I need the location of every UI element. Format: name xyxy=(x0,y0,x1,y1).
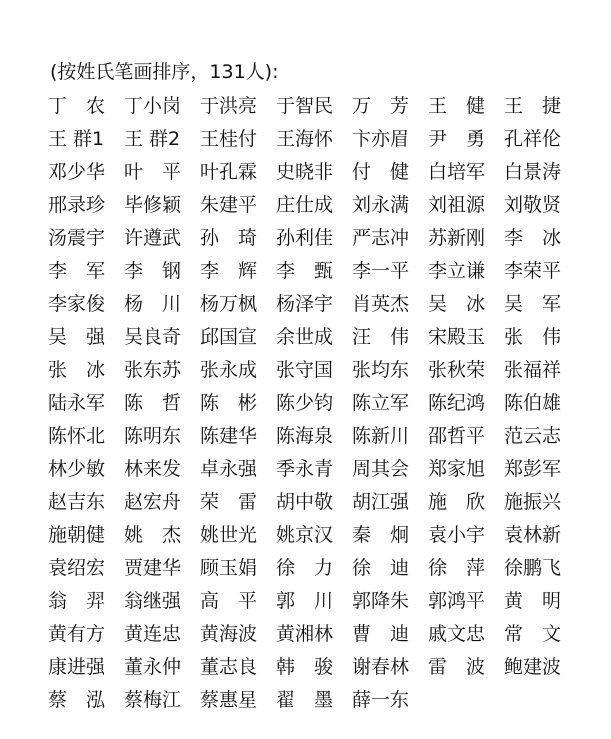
name-row xyxy=(48,188,608,221)
name-entry: 蔡梅江 xyxy=(124,688,182,711)
name-row xyxy=(48,683,608,716)
name-entry: 张永成 xyxy=(200,358,258,381)
name-entry: 徐 力 xyxy=(276,556,334,579)
name-entry: 郑彭军 xyxy=(504,457,562,480)
name-entry: 肖英杰 xyxy=(352,292,410,315)
name-entry: 王 捷 xyxy=(504,94,562,117)
name-entry: 李 冰 xyxy=(504,226,562,249)
name-entry: 陈海泉 xyxy=(276,424,334,447)
name-entry: 赵吉东 xyxy=(48,490,106,513)
name-entry: 陈 哲 xyxy=(124,391,182,414)
name-entry: 陈伯雄 xyxy=(504,391,562,414)
name-entry: 林来发 xyxy=(124,457,182,480)
name-entry: 林少敏 xyxy=(48,457,106,480)
name-entry: 宋殿玉 xyxy=(428,325,486,348)
name-entry: 王 群2 xyxy=(124,127,181,150)
name-entry: 黄有方 xyxy=(48,622,106,645)
name-entry: 卓永强 xyxy=(200,457,258,480)
name-entry: 薛一东 xyxy=(352,688,410,711)
name-row xyxy=(48,122,608,155)
name-entry: 张守国 xyxy=(276,358,334,381)
name-entry: 苏新刚 xyxy=(428,226,486,249)
name-entry: 鲍建波 xyxy=(504,655,562,678)
name-entry: 秦 炯 xyxy=(352,523,410,546)
name-entry: 余世成 xyxy=(276,325,334,348)
name-entry: 张 伟 xyxy=(504,325,562,348)
name-row xyxy=(48,452,608,485)
name-entry: 曹 迪 xyxy=(352,622,410,645)
name-entry: 戚文忠 xyxy=(428,622,486,645)
name-entry: 陈建华 xyxy=(200,424,258,447)
name-entry: 姚 杰 xyxy=(124,523,182,546)
name-row xyxy=(48,518,608,551)
name-entry: 李 辉 xyxy=(200,259,258,282)
name-entry: 王 群1 xyxy=(48,127,105,150)
name-entry: 郑家旭 xyxy=(428,457,486,480)
name-entry: 邵哲平 xyxy=(428,424,486,447)
name-row xyxy=(48,89,608,122)
name-entry: 李立谦 xyxy=(428,259,486,282)
name-entry: 贾建华 xyxy=(124,556,182,579)
name-entry: 张福祥 xyxy=(504,358,562,381)
name-row xyxy=(48,221,608,254)
name-entry: 张秋荣 xyxy=(428,358,486,381)
name-entry: 李家俊 xyxy=(48,292,106,315)
name-entry: 徐 迪 xyxy=(352,556,410,579)
name-entry: 郭降朱 xyxy=(352,589,410,612)
name-entry: 郭鸿平 xyxy=(428,589,486,612)
name-entry: 康进强 xyxy=(48,655,106,678)
name-entry: 黄湘林 xyxy=(276,622,334,645)
name-entry: 袁林新 xyxy=(504,523,562,546)
name-entry: 刘祖源 xyxy=(428,193,486,216)
name-entry: 卞亦眉 xyxy=(352,127,410,150)
name-entry: 邢录珍 xyxy=(48,193,106,216)
name-entry: 张 冰 xyxy=(48,358,106,381)
name-entry: 邱国宣 xyxy=(200,325,258,348)
name-entry: 张东苏 xyxy=(124,358,182,381)
name-entry: 毕修颖 xyxy=(124,193,182,216)
name-row xyxy=(48,551,608,584)
name-entry: 翁 羿 xyxy=(48,589,106,612)
name-entry: 范云志 xyxy=(504,424,562,447)
list-heading: (按姓氏笔画排序，131人): xyxy=(50,61,279,83)
name-row xyxy=(48,353,608,386)
name-entry: 袁小宇 xyxy=(428,523,486,546)
name-entry: 蔡 泓 xyxy=(48,688,106,711)
name-row xyxy=(48,320,608,353)
name-entry: 张均东 xyxy=(352,358,410,381)
name-entry: 胡江强 xyxy=(352,490,410,513)
name-entry: 严志冲 xyxy=(352,226,410,249)
name-entry: 施 欣 xyxy=(428,490,486,513)
name-entry: 李 军 xyxy=(48,259,106,282)
name-entry: 庄仕成 xyxy=(276,193,334,216)
name-entry: 姚京汉 xyxy=(276,523,334,546)
name-entry: 赵宏舟 xyxy=(124,490,182,513)
name-entry: 李荣平 xyxy=(504,259,562,282)
name-entry: 王桂付 xyxy=(200,127,258,150)
name-row xyxy=(48,485,608,518)
name-entry: 蔡惠星 xyxy=(200,688,258,711)
name-entry: 史晓非 xyxy=(276,160,334,183)
name-entry: 万 芳 xyxy=(352,94,410,117)
name-entry: 汪 伟 xyxy=(352,325,410,348)
name-entry: 雷 波 xyxy=(428,655,486,678)
name-entry: 孔祥伦 xyxy=(504,127,562,150)
name-entry: 谢春林 xyxy=(352,655,410,678)
name-row xyxy=(48,386,608,419)
name-entry: 翁继强 xyxy=(124,589,182,612)
name-entry: 刘永满 xyxy=(352,193,410,216)
name-entry: 陈少钧 xyxy=(276,391,334,414)
name-row xyxy=(48,419,608,452)
name-entry: 施朝健 xyxy=(48,523,106,546)
name-entry: 吴良奇 xyxy=(124,325,182,348)
name-entry: 黄连忠 xyxy=(124,622,182,645)
name-entry: 袁绍宏 xyxy=(48,556,106,579)
name-entry: 翟 墨 xyxy=(276,688,334,711)
name-entry: 董志良 xyxy=(200,655,258,678)
name-row xyxy=(48,155,608,188)
name-entry: 胡中敬 xyxy=(276,490,334,513)
name-entry: 邓少华 xyxy=(48,160,106,183)
name-entry: 季永青 xyxy=(276,457,334,480)
name-row xyxy=(48,287,608,320)
name-entry: 李一平 xyxy=(352,259,410,282)
name-entry: 于智民 xyxy=(276,94,334,117)
name-entry: 徐鹏飞 xyxy=(504,556,562,579)
name-entry: 尹 勇 xyxy=(428,127,486,150)
name-entry: 孙利佳 xyxy=(276,226,334,249)
name-entry: 孙 琦 xyxy=(200,226,258,249)
name-entry: 郭 川 xyxy=(276,589,334,612)
name-entry: 叶 平 xyxy=(124,160,182,183)
name-entry: 汤震宇 xyxy=(48,226,106,249)
name-entry: 黄海波 xyxy=(200,622,258,645)
name-entry: 常 文 xyxy=(504,622,562,645)
name-entry: 董永仲 xyxy=(124,655,182,678)
name-entry: 杨 川 xyxy=(124,292,182,315)
name-entry: 施振兴 xyxy=(504,490,562,513)
name-row xyxy=(48,650,608,683)
name-entry: 李 钢 xyxy=(124,259,182,282)
name-entry: 丁 农 xyxy=(48,94,106,117)
name-row xyxy=(48,254,608,287)
name-entry: 陈怀北 xyxy=(48,424,106,447)
name-entry: 杨万枫 xyxy=(200,292,258,315)
name-entry: 高 平 xyxy=(200,589,258,612)
name-entry: 陈明东 xyxy=(124,424,182,447)
name-entry: 杨泽宇 xyxy=(276,292,334,315)
name-entry: 姚世光 xyxy=(200,523,258,546)
name-entry: 白培军 xyxy=(428,160,486,183)
name-entry: 韩 骏 xyxy=(276,655,334,678)
name-row xyxy=(48,584,608,617)
name-entry: 许遵武 xyxy=(124,226,182,249)
name-entry: 荣 雷 xyxy=(200,490,258,513)
name-entry: 吴 军 xyxy=(504,292,562,315)
name-entry: 顾玉娟 xyxy=(200,556,258,579)
name-entry: 陆永军 xyxy=(48,391,106,414)
name-entry: 白景涛 xyxy=(504,160,562,183)
name-entry: 黄 明 xyxy=(504,589,562,612)
name-entry: 吴 强 xyxy=(48,325,106,348)
name-row xyxy=(48,617,608,650)
name-entry: 陈新川 xyxy=(352,424,410,447)
name-entry: 王 健 xyxy=(428,94,486,117)
name-entry: 付 健 xyxy=(352,160,410,183)
name-entry: 丁小岗 xyxy=(124,94,182,117)
name-entry: 徐 萍 xyxy=(428,556,486,579)
name-entry: 叶孔霖 xyxy=(200,160,258,183)
name-entry: 周其会 xyxy=(352,457,410,480)
name-list xyxy=(48,89,608,716)
name-entry: 刘敬贤 xyxy=(504,193,562,216)
name-entry: 于洪亮 xyxy=(200,94,258,117)
name-entry: 朱建平 xyxy=(200,193,258,216)
name-entry: 吴 冰 xyxy=(428,292,486,315)
name-entry: 陈纪鸿 xyxy=(428,391,486,414)
name-entry: 李 甄 xyxy=(276,259,334,282)
name-entry: 陈 彬 xyxy=(200,391,258,414)
name-entry: 王海怀 xyxy=(276,127,334,150)
name-entry: 陈立军 xyxy=(352,391,410,414)
